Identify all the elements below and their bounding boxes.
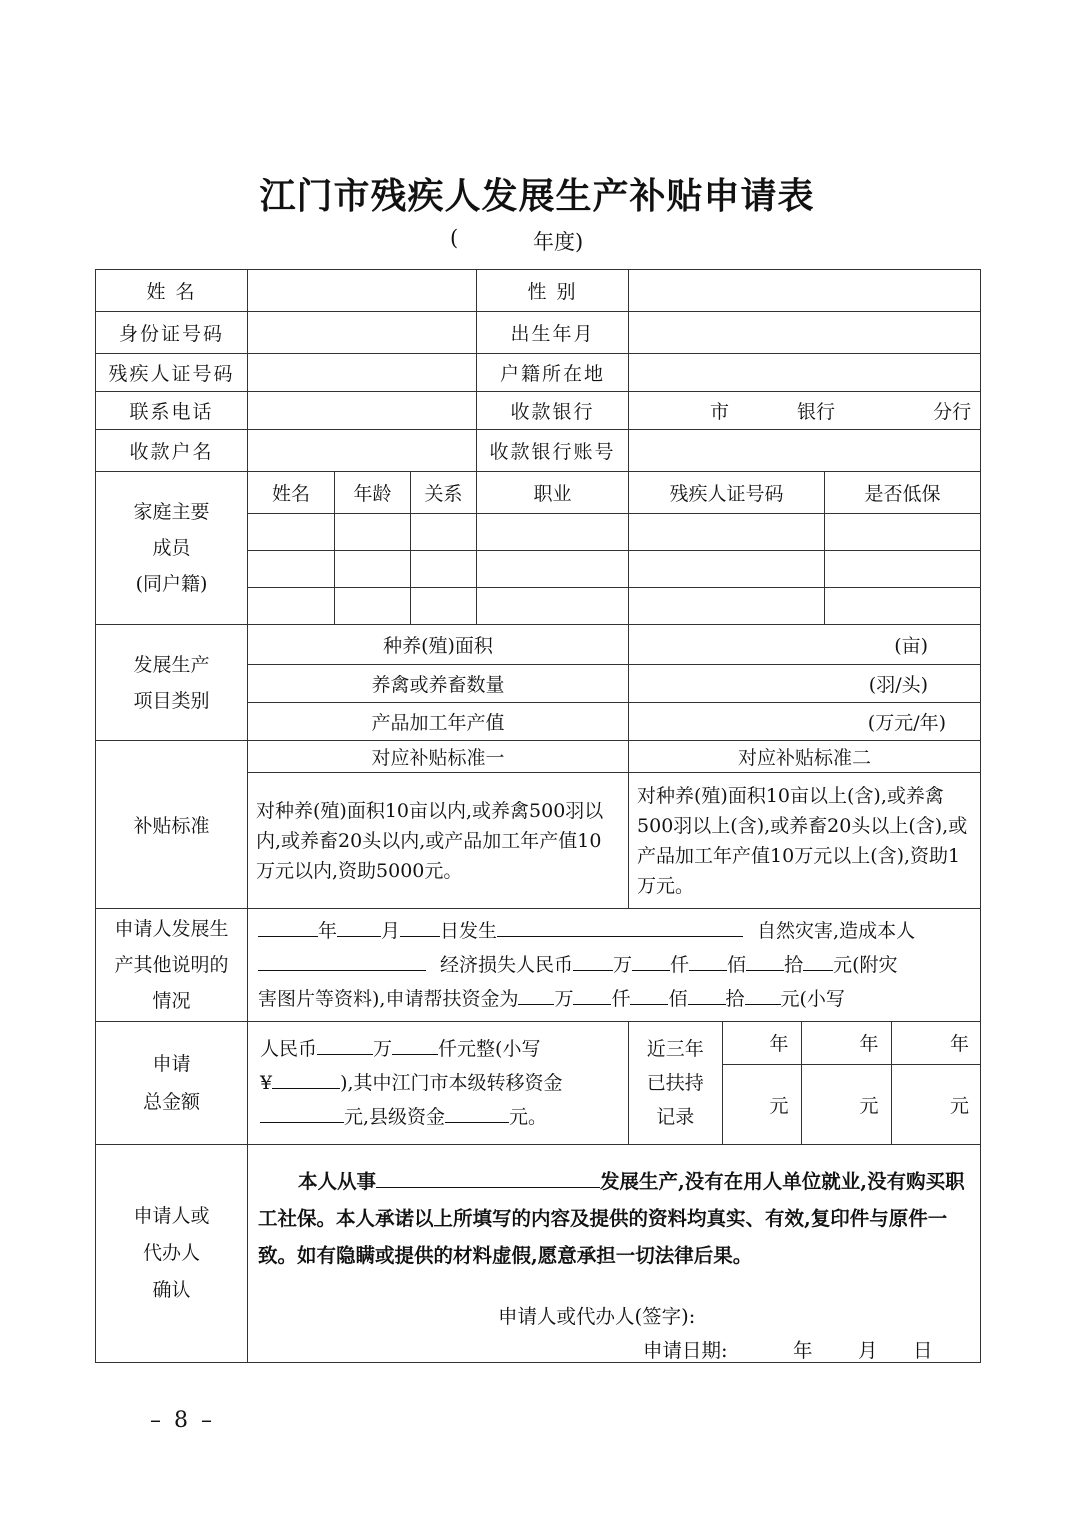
- yuan-end-text: 元。: [509, 1106, 548, 1128]
- record-year-cell[interactable]: 年: [801, 1022, 891, 1064]
- bank-city-text: 市: [710, 401, 730, 423]
- family-cell[interactable]: [477, 588, 629, 625]
- family-section-label: [96, 472, 248, 625]
- record-year-cell[interactable]: 年: [891, 1022, 981, 1064]
- disability-id-field[interactable]: [248, 354, 477, 392]
- disaster-text: 自然灾害,造成本人: [757, 920, 916, 942]
- year-text: 年: [318, 920, 338, 942]
- page-number: – 8 –: [150, 1408, 215, 1433]
- disability-id-label: 残疾人证号码: [96, 354, 248, 392]
- family-cell[interactable]: [825, 588, 981, 625]
- shi-text: 拾: [725, 988, 745, 1010]
- family-cell[interactable]: [411, 514, 477, 551]
- blank-year[interactable]: [258, 918, 318, 937]
- birth-date-label: 出生年月: [477, 312, 629, 354]
- yuan-small-text: 元(小写: [780, 988, 845, 1010]
- record-amount-cell[interactable]: 元: [722, 1064, 801, 1144]
- bank-field[interactable]: [629, 392, 981, 430]
- family-cell[interactable]: [411, 588, 477, 625]
- household-label: 户籍所在地: [477, 354, 629, 392]
- name-field[interactable]: [248, 270, 477, 312]
- project-row-unit[interactable]: (羽/头): [629, 665, 981, 703]
- subsidy-standard2-text: 对种养(殖)面积10亩以上(含),或养禽500羽以上(含),或养畜20头以上(含),或产品加工年产值10万元以上(含),资助1万元。: [629, 773, 981, 909]
- total-line1: [248, 1032, 628, 1066]
- phone-label: 联系电话: [96, 392, 248, 430]
- date-day: 日: [913, 1339, 933, 1362]
- blank-loss-detail[interactable]: [258, 952, 426, 971]
- account-name-field[interactable]: [248, 430, 477, 472]
- total-section-label: [96, 1022, 248, 1145]
- blank-wan2[interactable]: [518, 986, 554, 1005]
- record-year-cell[interactable]: 年: [722, 1022, 801, 1064]
- family-cell[interactable]: [825, 514, 981, 551]
- qian-text: 仟: [611, 988, 631, 1010]
- id-number-field[interactable]: [248, 312, 477, 354]
- date-year: 年: [793, 1339, 813, 1362]
- bai-text: 佰: [668, 988, 688, 1010]
- bank-label: 收款银行: [477, 392, 629, 430]
- blank-qian[interactable]: [632, 952, 670, 971]
- bai-text: 佰: [727, 954, 747, 976]
- total-line2: [248, 1066, 628, 1100]
- bank-branch-text: 分行: [933, 401, 972, 423]
- family-cell[interactable]: [629, 514, 825, 551]
- family-cell[interactable]: [477, 551, 629, 588]
- blank-shi2[interactable]: [688, 986, 726, 1005]
- project-row-label: 养禽或养畜数量: [248, 665, 629, 703]
- shi-text: 拾: [784, 954, 804, 976]
- id-number-label: 身份证号码: [96, 312, 248, 354]
- family-col-low-income: 是否低保: [825, 472, 981, 514]
- support-record-table: [629, 1022, 981, 1144]
- family-cell[interactable]: [248, 514, 335, 551]
- blank-day[interactable]: [400, 918, 440, 937]
- family-col-name: 姓名: [248, 472, 335, 514]
- record-amount-cell[interactable]: 元: [891, 1064, 981, 1144]
- blank-month[interactable]: [337, 918, 381, 937]
- family-col-disability-id: 残疾人证号码: [629, 472, 825, 514]
- account-number-label: 收款银行账号: [477, 430, 629, 472]
- wan-text: 万: [554, 988, 574, 1010]
- family-col-age: 年龄: [335, 472, 411, 514]
- name-label: 姓 名: [96, 270, 248, 312]
- month-text: 月: [381, 920, 401, 942]
- family-cell[interactable]: [825, 551, 981, 588]
- qian-zheng-text: 仟元整(小写: [438, 1038, 541, 1060]
- family-cell[interactable]: [477, 514, 629, 551]
- project-row-label: 产品加工年产值: [248, 703, 629, 741]
- family-cell[interactable]: [248, 551, 335, 588]
- family-label-line1: 家庭主要: [133, 501, 210, 523]
- record-label-line1: 近三年: [646, 1038, 704, 1060]
- other-line2: [248, 948, 980, 982]
- project-row-unit[interactable]: (亩): [629, 625, 981, 665]
- blank-disaster-type[interactable]: [497, 918, 743, 937]
- total-label-line1: 申请: [152, 1053, 191, 1075]
- project-row-label: 种养(殖)面积: [248, 625, 629, 665]
- blank-shi[interactable]: [746, 952, 784, 971]
- account-name-label: 收款户名: [96, 430, 248, 472]
- wan-text: 万: [613, 954, 633, 976]
- project-row-unit[interactable]: (万元/年): [629, 703, 981, 741]
- blank-total-wan[interactable]: [317, 1036, 373, 1055]
- subsidy-standard1-text: 对种养(殖)面积10亩以内,或养禽500羽以内,或养畜20头以内,或产品加工年产值10万元以内,资助5000元。: [248, 773, 629, 909]
- blank-wan[interactable]: [573, 952, 613, 971]
- family-col-occupation: 职业: [477, 472, 629, 514]
- blank-qian2[interactable]: [573, 986, 611, 1005]
- blank-yuan2[interactable]: [745, 986, 781, 1005]
- apply-fund-text: 害图片等资料),申请帮扶资金为: [258, 988, 519, 1010]
- record-amount-cell[interactable]: 元: [801, 1064, 891, 1144]
- commitment-text: 发展生产,没有在用人单位就业,没有购买职工社保。本人承诺以上所填写的内容及提供的资料均真实、有效,复印件与原件一致。如有隐瞒或提供的材料虚假,愿意承担一切法律后果。: [258, 1170, 965, 1267]
- support-record-label: [629, 1022, 722, 1144]
- support-record-cell: [629, 1022, 981, 1145]
- year-open-paren: (: [450, 226, 459, 250]
- gender-field[interactable]: [629, 270, 981, 312]
- total-line3: [248, 1100, 628, 1134]
- form-title: 江门市残疾人发展生产补贴申请表: [259, 175, 815, 217]
- other-situation-label: [96, 909, 248, 1022]
- phone-field[interactable]: [248, 392, 477, 430]
- blank-business[interactable]: [376, 1169, 600, 1188]
- confirm-content: [248, 1145, 981, 1363]
- other-label-line2: 产其他说明的: [114, 954, 229, 976]
- confirm-label-line2: 代办人: [142, 1242, 200, 1264]
- family-cell[interactable]: [335, 551, 411, 588]
- commitment-paragraph: [258, 1163, 970, 1274]
- project-section-label: [96, 625, 248, 741]
- yen-sign: ¥: [260, 1072, 273, 1094]
- blank-bai2[interactable]: [630, 986, 668, 1005]
- engaged-in-text: 本人从事: [298, 1170, 377, 1193]
- family-label-line2: 成员: [152, 537, 191, 559]
- blank-bai[interactable]: [689, 952, 727, 971]
- subsidy-section-label: 补贴标准: [96, 741, 248, 909]
- subsidy-standard1-title: 对应补贴标准一: [248, 741, 629, 773]
- record-label-line3: 记录: [656, 1106, 695, 1128]
- family-cell[interactable]: [335, 588, 411, 625]
- other-line3: [248, 982, 980, 1016]
- family-cell[interactable]: [335, 514, 411, 551]
- record-label-line2: 已扶持: [646, 1072, 704, 1094]
- county-fund-text: 元,县级资金: [344, 1106, 446, 1128]
- account-number-field[interactable]: [629, 430, 981, 472]
- confirm-section-label: [96, 1145, 248, 1363]
- yuan-attach-text: 元(附灾: [833, 954, 898, 976]
- family-cell[interactable]: [411, 551, 477, 588]
- confirm-label-line3: 确认: [152, 1279, 191, 1301]
- of-which-text: ),其中江门市本级转移资金: [340, 1072, 563, 1094]
- household-field[interactable]: [629, 354, 981, 392]
- rmb-text: 人民币: [260, 1038, 318, 1060]
- blank-city-fund[interactable]: [260, 1104, 344, 1123]
- other-label-line3: 情况: [152, 990, 191, 1012]
- family-col-relation: 关系: [411, 472, 477, 514]
- blank-yuan[interactable]: [803, 952, 833, 971]
- total-label-line2: 总金额: [142, 1091, 200, 1113]
- signature-label: 申请人或代办人(签字):: [498, 1305, 696, 1328]
- total-amount-content: [248, 1022, 629, 1145]
- birth-date-field[interactable]: [629, 312, 981, 354]
- family-cell[interactable]: [248, 588, 335, 625]
- family-cell[interactable]: [629, 588, 825, 625]
- blank-total-digits[interactable]: [272, 1070, 340, 1089]
- subsidy-standard2-title: 对应补贴标准二: [629, 741, 981, 773]
- project-label-line2: 项目类别: [133, 689, 210, 712]
- family-cell[interactable]: [629, 551, 825, 588]
- bank-bank-text: 银行: [797, 401, 836, 423]
- loss-text: 经济损失人民币: [440, 954, 574, 976]
- qian-text: 仟: [670, 954, 690, 976]
- family-label-line3: (同户籍): [135, 573, 208, 595]
- year-label: 年度): [533, 230, 584, 254]
- day-occur-text: 日发生: [440, 920, 498, 942]
- other-situation-content: [248, 909, 981, 1022]
- confirm-label-line1: 申请人或: [133, 1205, 210, 1227]
- signature-area: [258, 1274, 970, 1362]
- wan-text: 万: [373, 1038, 393, 1060]
- date-label: 申请日期:: [643, 1339, 728, 1362]
- blank-county-fund[interactable]: [445, 1104, 509, 1123]
- other-label-line1: 申请人发展生: [114, 918, 229, 940]
- project-label-line1: 发展生产: [133, 653, 210, 676]
- blank-total-qian[interactable]: [392, 1036, 438, 1055]
- gender-label: 性 别: [477, 270, 629, 312]
- date-month: 月: [858, 1339, 878, 1362]
- application-form-table: [95, 269, 981, 1363]
- other-line1: [248, 914, 980, 948]
